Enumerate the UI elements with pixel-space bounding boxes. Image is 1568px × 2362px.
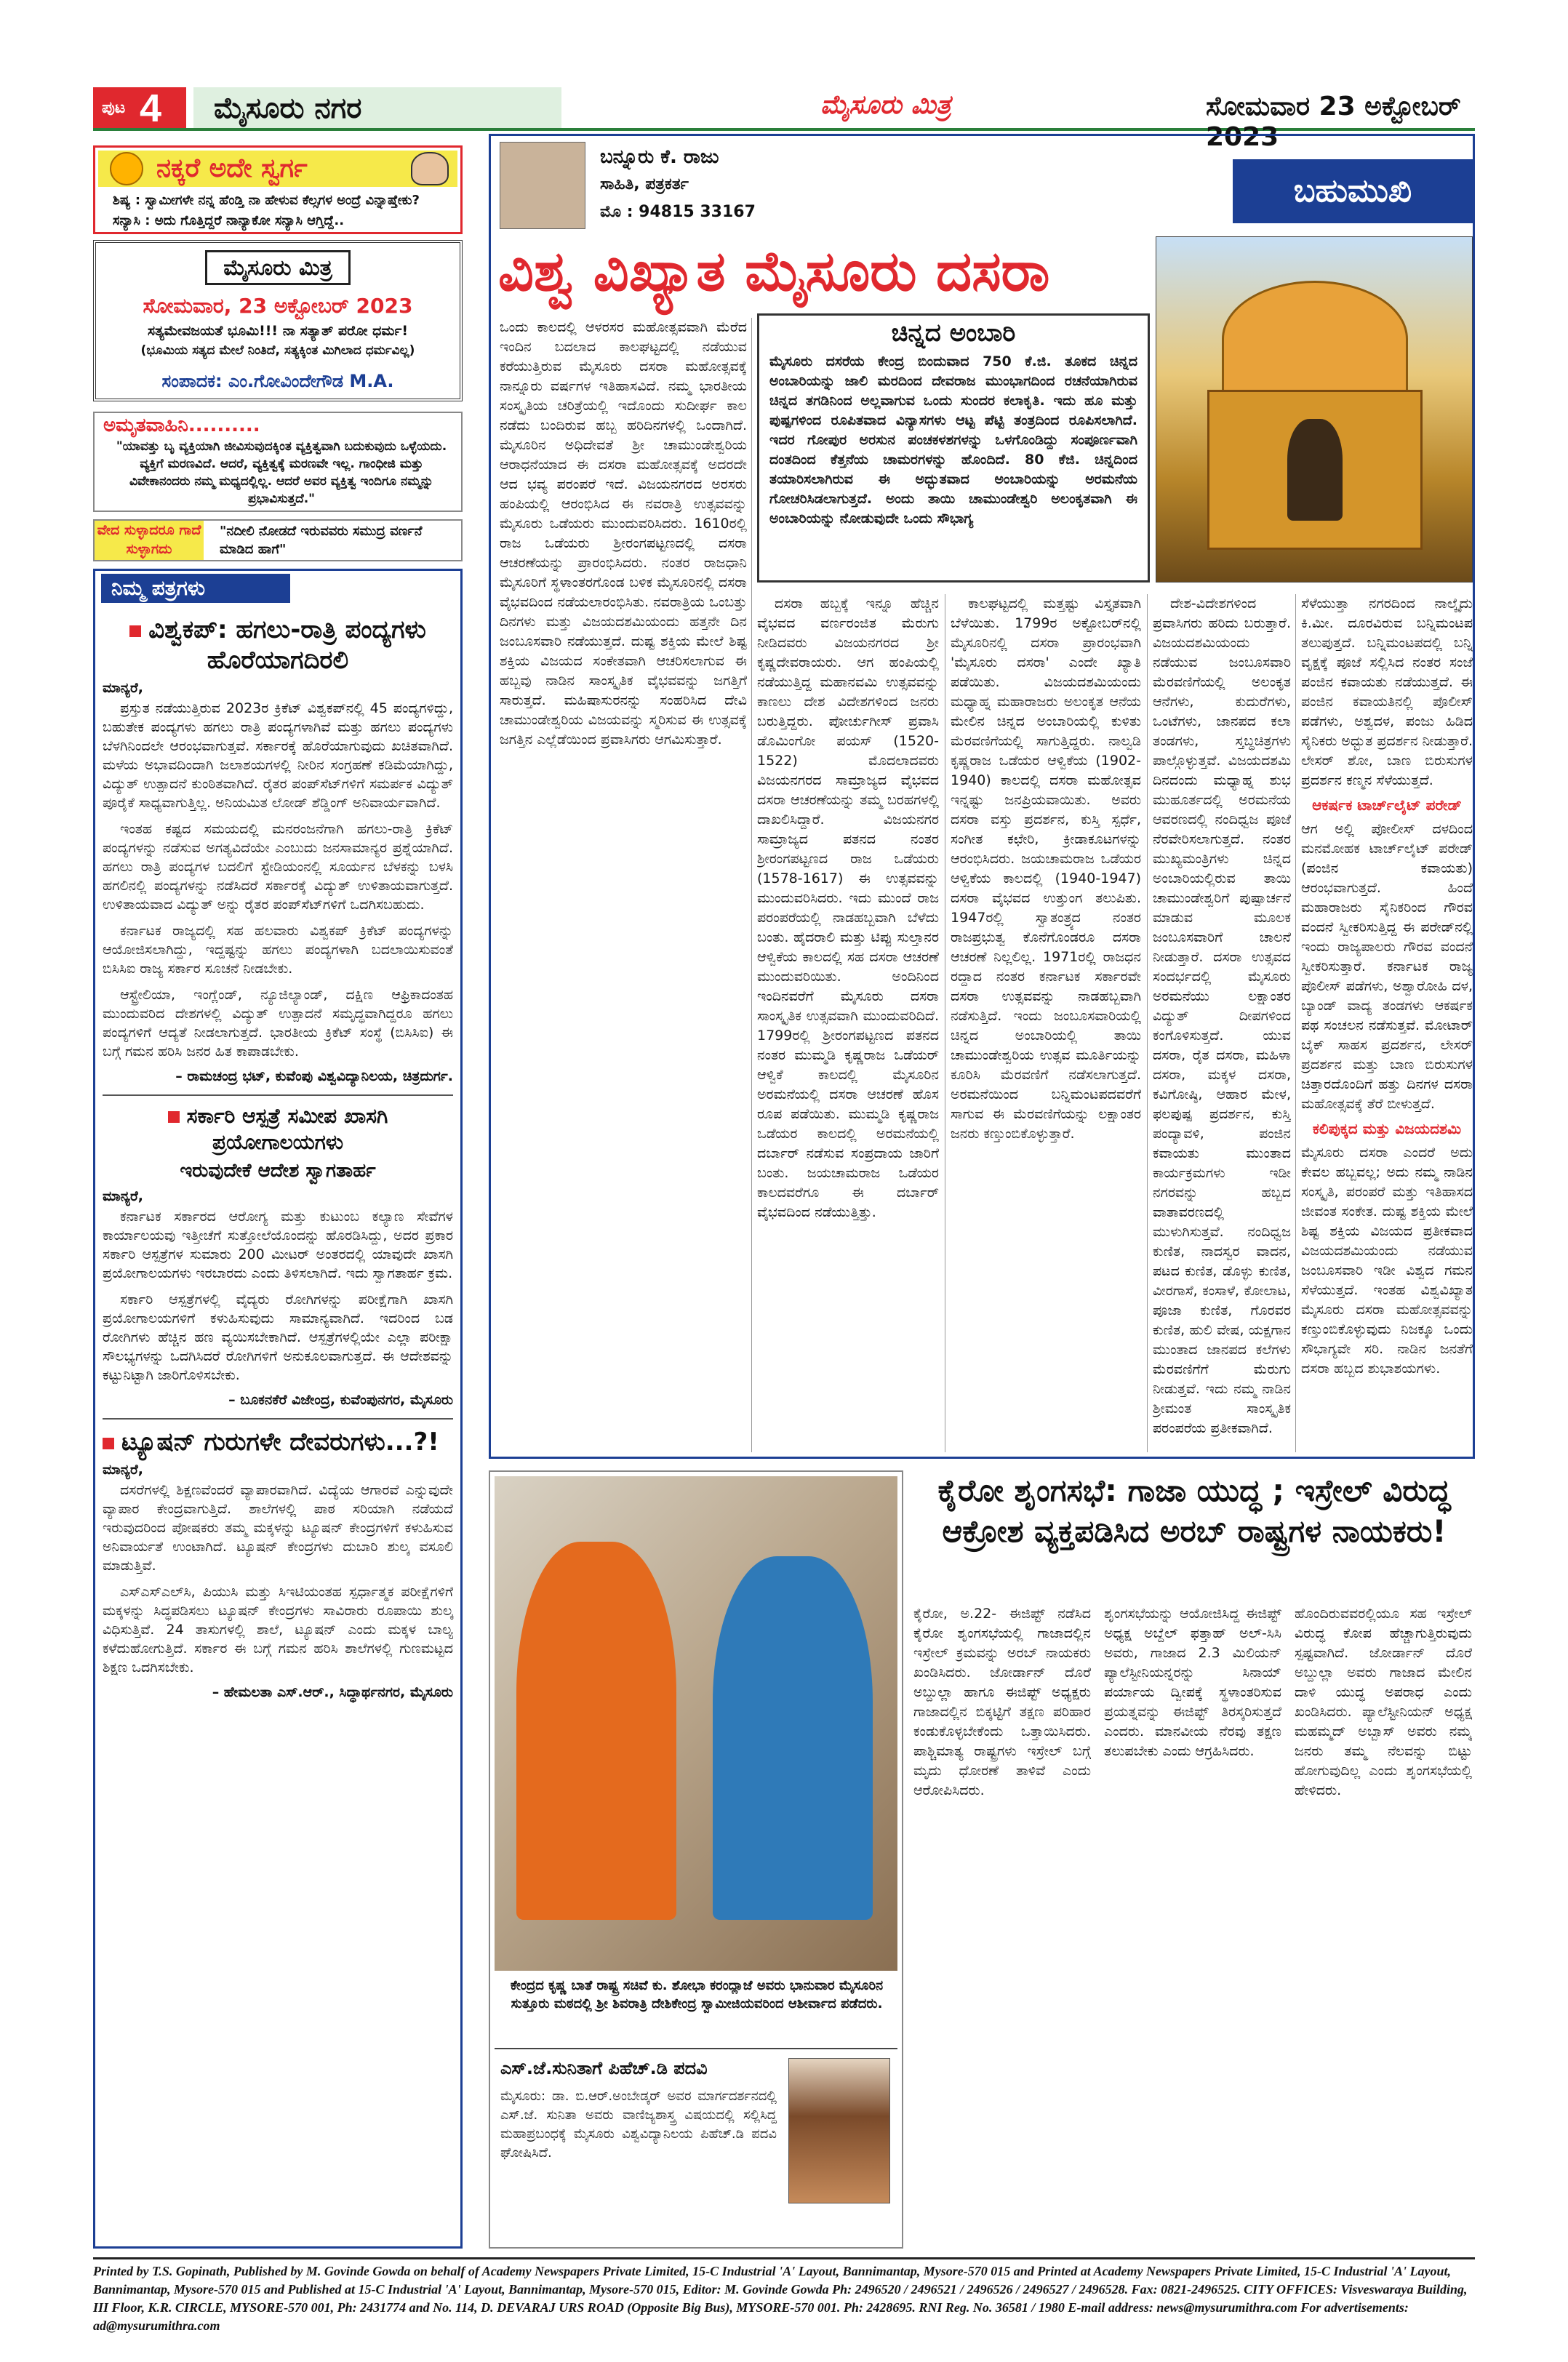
- golden-howdah-photo: [1156, 236, 1473, 583]
- feature-column-5: [1301, 594, 1473, 1452]
- humor-title: ನಕ್ಕರೆ ಅದೇ ಸ್ವರ್ಗ: [156, 153, 308, 183]
- cairo-column-1: ಕೈರೋ, ಅ.22- ಈಜಿಪ್ಟ್ ನಡೆಸಿದ ಕೈರೋ ಶೃಂಗಸಭೆಯಲ್ಲಿ ಗಾಜಾದಲ್ಲಿನ ಇಸ್ರೇಲ್ ಕ್ರಮವನ್ನು ಅರಬ್ ನಾಯಕರು ಖಂಡಿಸಿದರು. ಜೋರ್ಡಾನ್ ದೊರೆ ಅಬ್ದುಲ್ಲಾ ಹಾಗೂ ಈಜಿಪ್ಟ್ ಅಧ್ಯಕ್ಷರು ಗಾಜಾದಲ್ಲಿನ ಬಿಕ್ಕಟ್ಟಿಗೆ ತಕ್ಷಣ ಪರಿಹಾರ ಕಂಡುಕೊಳ್ಳಬೇಕೆಂದು ಒತ್ತಾಯಿಸಿದರು. ಪಾಶ್ಚಿಮಾತ್ಯ ರಾಷ್ಟ್ರಗಳು ಇಸ್ರೇಲ್ ಬಗ್ಗೆ ಮೃದು ಧೋರಣೆ ತಾಳಿವೆ ಎಂದು ಆರೋಪಿಸಿದರು.: [913, 1606, 1091, 1798]
- editorial-date: ಸೋಮವಾರ, 23 ಅಕ್ಟೋಬರ್ 2023: [143, 294, 413, 318]
- column-rule: [751, 318, 752, 1452]
- letter-1-body: [103, 699, 453, 1061]
- letter-3-title-text: ಟ್ಯೂಷನ್ ಗುರುಗಳೇ ದೇವರುಗಳು...?!: [121, 1428, 439, 1457]
- feature-paragraph: ಸೆಳೆಯುತ್ತಾ ನಗರದಿಂದ ನಾಲ್ಕೈದು ಕಿ.ಮೀ. ದೂರವಿರುವ ಬನ್ನಿಮಂಟಪ ತಲುಪುತ್ತದೆ. ಬನ್ನಿಮಂಟಪದಲ್ಲಿ ಬನ್ನಿ ವೃಕ್ಷಕ್ಕೆ ಪೂಜೆ ಸಲ್ಲಿಸಿದ ನಂತರ ಸಂಜೆ ಪಂಜಿನ ಕವಾಯತು ನಡೆಯುತ್ತದೆ. ಈ ಪಂಜಿನ ಕವಾಯತಿನಲ್ಲಿ ಪೊಲೀಸ್ ಪಡೆಗಳು, ಅಶ್ವದಳ, ಪಂಜು ಹಿಡಿದ ಸೈನಿಕರು ಅದ್ಭುತ ಪ್ರದರ್ಶನ ನೀಡುತ್ತಾರೆ. ಲೇಸರ್ ಶೋ, ಬಾಣ ಬಿರುಸುಗಳ ಪ್ರದರ್ಶನ ಕಣ್ಮನ ಸೆಳೆಯುತ್ತದೆ.: [1301, 596, 1473, 788]
- phd-news-title: ಎಸ್.ಜೆ.ಸುನಿತಾಗೆ ಪಿಹೆಚ್.ಡಿ ಪದವಿ: [500, 2058, 708, 2078]
- letter-3-salutation: ಮಾನ್ಯರೆ,: [103, 1462, 143, 1478]
- letter-3-signature: – ಹೇಮಲತಾ ಎಸ್.ಆರ್., ಸಿದ್ಧಾರ್ಥನಗರ, ಮೈಸೂರು: [212, 1684, 453, 1700]
- photo-caption: ಕೇಂದ್ರದ ಕೃಷ್ಣ ಬಾತೆ ರಾಷ್ಟ್ರ ಸಚಿವೆ ಕು. ಶೋಭಾ ಕರಂದ್ಲಾಜೆ ಅವರು ಭಾನುವಾರ ಮೈಸೂರಿನ ಸುತ್ತೂರು ಮಠದಲ್ಲಿ ಶ್ರೀ ಶಿವರಾತ್ರಿ ದೇಶಿಕೇಂದ್ರ ಸ್ವಾಮೀಜಿಯವರಿಂದ ಆಶೀರ್ವಾದ ಪಡೆದರು.: [510, 1978, 884, 2011]
- letter-3-title: [103, 1427, 453, 1457]
- author-role: ಸಾಹಿತಿ, ಪತ್ರಕರ್ತ: [600, 175, 689, 193]
- news-photo-block: [489, 1470, 903, 2249]
- feature-headline: ವಿಶ್ವ ವಿಖ್ಯಾತ ಮೈಸೂರು ದಸರಾ: [498, 239, 1050, 303]
- letters-body: [103, 612, 453, 1710]
- minister-figure-shape: [713, 1556, 873, 1920]
- feature-paragraph: ಆಗ ಅಲ್ಲಿ ಪೋಲೀಸ್ ದಳದಿಂದ ಮನಮೋಹಕ ಟಾರ್ಚ್‌ಲೈಟ್ ಪರೇಡ್ (ಪಂಜಿನ ಕವಾಯತು) ಆರಂಭವಾಗುತ್ತದೆ. ಹಿಂದೆ ಮಹಾರಾಜರು ಸೈನಿಕರಿಂದ ಗೌರವ ವಂದನೆ ಸ್ವೀಕರಿಸುತ್ತಿದ್ದ ಈ ಪರೇಡ್‌ನಲ್ಲಿ ಇಂದು ರಾಜ್ಯಪಾಲರು ಗೌರವ ವಂದನೆ ಸ್ವೀಕರಿಸುತ್ತಾರೆ. ಕರ್ನಾಟಕ ರಾಜ್ಯ ಪೊಲೀಸ್ ಪಡೆಗಳು, ಅಶ್ವಾರೋಹಿ ದಳ, ಬ್ಯಾಂಡ್ ವಾದ್ಯ ತಂಡಗಳು ಆಕರ್ಷಕ ಪಥ ಸಂಚಲನ ನಡೆಸುತ್ತವೆ. ಮೋಟಾರ್ ಬೈಕ್ ಸಾಹಸ ಪ್ರದರ್ಶನ, ಲೇಸರ್ ಪ್ರದರ್ಶನ ಮತ್ತು ಬಾಣ ಬಿರುಸುಗಳ ಚಿತ್ತಾರದೊಂದಿಗೆ ಹತ್ತು ದಿನಗಳ ದಸರಾ ಮಹೋತ್ಸವಕ್ಕೆ ತೆರೆ ಬೀಳುತ್ತದೆ.: [1301, 821, 1473, 1112]
- letter-2-paragraph: ಕರ್ನಾಟಕ ಸರ್ಕಾರದ ಆರೋಗ್ಯ ಮತ್ತು ಕುಟುಂಬ ಕಲ್ಯಾಣ ಸೇವೆಗಳ ಕಾರ್ಯಾಲಯವು ಇತ್ತೀಚೆಗೆ ಸುತ್ತೋಲೆಯೊಂದನ್ನು ಹೊರಡಿಸಿದ್ದು, ಅದರ ಪ್ರಕಾರ ಸರ್ಕಾರಿ ಆಸ್ಪತ್ರೆಗಳ ಸುಮಾರು 200 ಮೀಟರ್ ಅಂತರದಲ್ಲಿ ಯಾವುದೇ ಖಾಸಗಿ ಪ್ರಯೋಗಾಲಯಗಳು ಇರಬಾರದು ಎಂದು ತಿಳಿಸಲಾಗಿದೆ. ಇದು ಸ್ವಾಗತಾರ್ಹ ಕ್ರಮ.: [103, 1209, 453, 1281]
- humor-answer: [113, 212, 455, 231]
- sunitha-portrait: [788, 2058, 890, 2203]
- letter-1-paragraph: ಇಂತಹ ಕಷ್ಟದ ಸಮಯದಲ್ಲಿ ಮನರಂಜನೆಗಾಗಿ ಹಗಲು-ರಾತ್ರಿ ಕ್ರಿಕೆಟ್ ಪಂದ್ಯಗಳನ್ನು ನಡೆಸುವ ಅಗತ್ಯವಿದೆಯೇ ಎಂಬುದು ಜನಸಾಮಾನ್ಯರ ಪ್ರಶ್ನೆಯಾಗಿದೆ. ಹಗಲು ರಾತ್ರಿ ಪಂದ್ಯಗಳ ಬದಲಿಗೆ ಸ್ಟೇಡಿಯಂನಲ್ಲಿ ಸೂರ್ಯನ ಬೆಳಕನ್ನು ಬಳಸಿ ಹಗಲಿನಲ್ಲಿ ಪಂದ್ಯಗಳನ್ನು ನಡೆಸಿದರೆ ಸರ್ಕಾರಕ್ಕೆ ವಿದ್ಯುತ್ ಉಳಿತಾಯವಾಗುತ್ತದೆ. ಉಳಿತಾಯವಾದ ವಿದ್ಯುತ್ ಅನ್ನು ರೈತರ ಪಂಪ್‌ಸೆಟ್‌ಗಳಿಗೆ ಒದಗಿಸಬಹುದು.: [103, 821, 453, 913]
- divider: [103, 1094, 453, 1096]
- letter-3-paragraph: ಎಸ್‌ಎಸ್‌ಎಲ್‌ಸಿ, ಪಿಯುಸಿ ಮತ್ತು ಸಿಇಟಿಯಂತಹ ಸ್ಪರ್ಧಾತ್ಮಕ ಪರೀಕ್ಷೆಗಳಿಗೆ ಮಕ್ಕಳನ್ನು ಸಿದ್ಧಪಡಿಸಲು ಟ್ಯೂಷನ್ ಕೇಂದ್ರಗಳು ಸಾವಿರಾರು ರೂಪಾಯಿ ಶುಲ್ಕ ವಿಧಿಸುತ್ತಿವೆ. 24 ತಾಸುಗಳಲ್ಲಿ ಶಾಲೆ, ಟ್ಯೂಷನ್ ಎಂದು ಮಕ್ಕಳ ಬಾಲ್ಯ ಕಳೆದುಹೋಗುತ್ತಿದೆ. ಸರ್ಕಾರ ಈ ಬಗ್ಗೆ ಗಮನ ಹರಿಸಿ ಶಾಲೆಗಳಲ್ಲಿ ಗುಣಮಟ್ಟದ ಶಿಕ್ಷಣ ಒದಗಿಸಬೇಕು.: [103, 1584, 453, 1676]
- golden-howdah-box-text: ಮೈಸೂರು ದಸರೆಯ ಕೇಂದ್ರ ಬಿಂದುವಾದ 750 ಕೆ.ಜಿ. ತೂಕದ ಚಿನ್ನದ ಅಂಬಾರಿಯನ್ನು ಜಾಲಿ ಮರದಿಂದ ದೇವರಾಜ ಮುಂಭಾಗದಿಂದ ರಚನೆಯಾಗಿರುವ ಚಿನ್ನದ ತಗಡಿನಿಂದ ಅಲ್ಲವಾಗುವ ಒಂದು ಸುಂದರ ಕಲಾಕೃತಿ. ಇದು ಹೂ ಮತ್ತು ಪುಷ್ಪಗಳಿಂದ ರೂಪಿತವಾದ ವಿನ್ಯಾಸಗಳು ಆಟ್ಟ ಪೆಟ್ಟಿ ತಂತ್ರದಿಂದ ರೂಪಿಸಲಾಗಿದೆ. ಇದರ ಗೋಪುರ ಅರಸುನ ಪಂಚಕಳಶಗಳನ್ನು ಒಳಗೊಂಡಿದ್ದು ಸಂಪೂರ್ಣವಾಗಿ ದಂತದಿಂದ ಕೆತ್ತನೆಯ ಚಾಮರಗಳನ್ನು ಹೊಂದಿದೆ. 80 ಕೆಜಿ. ಚಿನ್ನದಿಂದ ತಯಾರಿಸಲಾಗಿರುವ ಈ ಅದ್ಭುತವಾದ ಅಂಬಾರಿಯನ್ನು ಅರಮನೆಯ ಗೋಚರಿಸಿಡಲಾಗುತ್ತದೆ. ಅಂದು ತಾಯಿ ಚಾಮುಂಡೇಶ್ವರಿ ಅಲಂಕೃತವಾಗಿ ಈ ಅಂಬಾರಿಯನ್ನು ನೋಡುವುದೇ ಒಂದು ಸೌಭಾಗ್ಯ: [769, 353, 1137, 527]
- feature-column-2: [757, 594, 939, 1452]
- divider: [495, 2048, 897, 2049]
- imprint-text: Printed by T.S. Gopinath, Published by M. Govinde Gowda on behalf of Academy Newspapers Private Limited, 15-C Industrial 'A' Layout, Bannimantap, Mysore-570 015 and Printed at Academy Newspapers Private Limited, 15-C Industrial 'A' Layout, Bannimantap, Mysore-570 015 and Published at 15-C Industrial 'A' Layout, Bannimantap, Mysore-570 015, Editor: M. Govinde Gowda Ph: 2496520 / 2496521 / 2496526 / 2496527 / 2496528. Fax: 0821-2496525. CITY OFFICES: Visveswaraya Building, III Floor, K.R. CIRCLE, MYSORE-570 001, Ph: 2431774 and No. 114, D. DEVARAJ URS ROAD (Opposite Big Bus), MYSORE-570 001. Ph: 2428695. RNI Reg. No. 36581 / 1980 E-mail address: news@mysurumithra.com For advertisements: ad@mysurumithra.com: [93, 2264, 1468, 2333]
- golden-howdah-box-title: ಚಿನ್ನದ ಅಂಬಾರಿ: [891, 319, 1016, 348]
- howdah-dome-shape: [1222, 281, 1408, 397]
- letter-2-title-text: ಸರ್ಕಾರಿ ಆಸ್ಪತ್ರೆ ಸಮೀಪ ಖಾಸಗಿ ಪ್ರಯೋಗಾಲಯಗಳು: [186, 1104, 388, 1154]
- cairo-article: [913, 1470, 1475, 2249]
- letter-2-salutation: ಮಾನ್ಯರೆ,: [103, 1188, 143, 1204]
- letter-1-salutation: ಮಾನ್ಯರೆ,: [103, 680, 143, 696]
- editorial-logo: ಮೈಸೂರು ಮಿತ್ರ: [223, 255, 332, 281]
- letter-1-signature: – ರಾಮಚಂದ್ರ ಭಟ್, ಕುವೆಂಪು ವಿಶ್ವವಿದ್ಯಾನಿಲಯ, ಚಿತ್ರದುರ್ಗ.: [175, 1068, 453, 1084]
- column-name-badge: [1233, 159, 1473, 223]
- column-name: ಬಹುಮುಖಿ: [1293, 172, 1412, 209]
- feature-subheading: ಕಲಿಪುಕ್ಕದ ಮತ್ತು ವಿಜಯದಶಮಿ: [1312, 1120, 1462, 1137]
- feature-article: [489, 134, 1475, 1459]
- editorial-motto: ಸತ್ಯಮೇವಜಯತೆ ಭೂಮಿ!!! ನಾ ಸತ್ಯಾತ್ ಪರೋ ಧರ್ಮ!: [148, 323, 408, 339]
- imprint-footer: [93, 2257, 1475, 2337]
- cairo-column-2: ಶೃಂಗಸಭೆಯನ್ನು ಆಯೋಜಿಸಿದ್ದ ಈಜಿಪ್ಟ್ ಅಧ್ಯಕ್ಷ ಅಬ್ದೆಲ್ ಫತ್ತಾಹ್ ಅಲ್-ಸಿಸಿ ಅವರು, ಗಾಜಾದ 2.3 ಮಿಲಿಯನ್ ಪ್ಯಾಲೆಸ್ಟೀನಿಯನ್ನರನ್ನು ಸಿನಾಯ್ ಪರ್ಯಾಯ ದ್ವೀಪಕ್ಕೆ ಸ್ಥಳಾಂತರಿಸುವ ಪ್ರಯತ್ನವನ್ನು ಈಜಿಪ್ಟ್ ತಿರಸ್ಕರಿಸುತ್ತದೆ ಎಂದರು. ಮಾನವೀಯ ನೆರವು ತಕ್ಷಣ ತಲುಪಬೇಕು ಎಂದು ಆಗ್ರಹಿಸಿದರು.: [1104, 1606, 1281, 1759]
- phd-news-text: ಮೈಸೂರು: ಡಾ. ಬಿ.ಆರ್.ಅಂಬೇಡ್ಕರ್ ಅವರ ಮಾರ್ಗದರ್ಶನದಲ್ಲಿ ಎಸ್.ಜೆ. ಸುನಿತಾ ಅವರು ವಾಣಿಜ್ಯಶಾಸ್ತ್ರ ವಿಷಯದಲ್ಲಿ ಸಲ್ಲಿಸಿದ್ದ ಮಹಾಪ್ರಬಂಧಕ್ಕೆ ಮೈಸೂರು ವಿಶ್ವವಿದ್ಯಾನಿಲಯ ಪಿಹೆಚ್.ಡಿ ಪದವಿ ಘೋಷಿಸಿದೆ.: [500, 2089, 777, 2161]
- feature-paragraph: ಮೈಸೂರು ದಸರಾ ಎಂದರೆ ಅದು ಕೇವಲ ಹಬ್ಬವಲ್ಲ; ಅದು ನಮ್ಮ ನಾಡಿನ ಸಂಸ್ಕೃತಿ, ಪರಂಪರೆ ಮತ್ತು ಇತಿಹಾಸದ ಜೀವಂತ ಸಂಕೇತ. ದುಷ್ಟ ಶಕ್ತಿಯ ಮೇಲೆ ಶಿಷ್ಟ ಶಕ್ತಿಯ ವಿಜಯದ ಪ್ರತೀಕವಾದ ವಿಜಯದಶಮಿಯಂದು ನಡೆಯುವ ಜಂಬೂಸವಾರಿ ಇಡೀ ವಿಶ್ವದ ಗಮನ ಸೆಳೆಯುತ್ತದೆ. ಇಂತಹ ವಿಶ್ವವಿಖ್ಯಾತ ಮೈಸೂರು ದಸರಾ ಮಹೋತ್ಸವವನ್ನು ಕಣ್ತುಂಬಿಕೊಳ್ಳುವುದು ನಿಜಕ್ಕೂ ಒಂದು ಸೌಭಾಗ್ಯವೇ ಸರಿ. ನಾಡಿನ ಜನತೆಗೆ ದಸರಾ ಹಬ್ಬದ ಶುಭಾಶಯಗಳು.: [1301, 1145, 1473, 1377]
- square-bullet-icon: [129, 625, 141, 637]
- letter-3-paragraph: ದಸರೆಗಳಲ್ಲಿ ಶಿಕ್ಷಣವೆಂದರೆ ವ್ಯಾಪಾರವಾಗಿದೆ. ವಿದ್ಯೆಯ ಆಗಾರವೆ ಎನ್ನುವುದೇ ವ್ಯಾಪಾರ ಕೇಂದ್ರವಾಗುತ್ತಿದೆ. ಶಾಲೆಗಳಲ್ಲಿ ಪಾಠ ಸರಿಯಾಗಿ ನಡೆಯದೆ ಇರುವುದರಿಂದ ಪೋಷಕರು ತಮ್ಮ ಮಕ್ಕಳನ್ನು ಟ್ಯೂಷನ್ ಕೇಂದ್ರಗಳಿಗೆ ಕಳುಹಿಸುವ ಅನಿವಾರ್ಯತೆ ಉಂಟಾಗಿದೆ. ಟ್ಯೂಷನ್ ಕೇಂದ್ರಗಳು ದುಬಾರಿ ಶುಲ್ಕ ವಸೂಲಿ ಮಾಡುತ್ತಿವೆ.: [103, 1482, 453, 1574]
- letter-3-body: [103, 1481, 453, 1677]
- divider: [103, 1418, 453, 1420]
- letters-section: [93, 569, 463, 2249]
- author-phone: ಮೊ : 94815 33167: [600, 203, 756, 221]
- letter-1-paragraph: ಆಸ್ಟ್ರೇಲಿಯಾ, ಇಂಗ್ಲೆಂಡ್, ನ್ಯೂಜಿಲ್ಯಾಂಡ್, ದಕ್ಷಿಣ ಆಫ್ರಿಕಾದಂತಹ ಮುಂದುವರಿದ ದೇಶಗಳಲ್ಲಿ ವಿದ್ಯುತ್ ಉತ್ಪಾದನೆ ಸಮೃದ್ಧವಾಗಿದ್ದರೂ ಹಗಲು ಪಂದ್ಯಗಳಿಗೆ ಆದ್ಯತೆ ನೀಡಲಾಗುತ್ತದೆ. ಭಾರತೀಯ ಕ್ರಿಕೆಟ್ ಸಂಸ್ಥೆ (ಬಿಸಿಸಿಐ) ಈ ಬಗ್ಗೆ ಗಮನ ಹರಿಸಿ ಜನರ ಹಿತ ಕಾಪಾಡಬೇಕು.: [103, 987, 453, 1060]
- letters-section-title: ನಿಮ್ಮ ಪತ್ರಗಳು: [101, 574, 290, 603]
- feature-subheading: ಆಕರ್ಷಕ ಟಾರ್ಚ್‌ಲೈಟ್ ಪರೇಡ್: [1312, 796, 1462, 814]
- proverb-label: ವೇದ ಸುಳ್ಳಾದರೂ ಗಾದೆ ಸುಳ್ಳಾಗದು: [95, 521, 204, 560]
- author-name: ಬನ್ನೂರು ಕೆ. ರಾಜು: [600, 146, 719, 168]
- golden-howdah-box: [757, 313, 1150, 583]
- humor-banner: [98, 151, 457, 187]
- masthead-logo: ಮೈಸೂರು ಮಿತ್ರ: [820, 90, 951, 120]
- feature-column-1: [500, 318, 747, 1452]
- feature-paragraph: ದೇಶ-ವಿದೇಶಗಳಿಂದ ಪ್ರವಾಸಿಗರು ಹರಿದು ಬರುತ್ತಾರೆ. ವಿಜಯದಶಮಿಯಂದು ನಡೆಯುವ ಜಂಬೂಸವಾರಿ ಮೆರವಣಿಗೆಯಲ್ಲಿ ಅಲಂಕೃತ ಆನೆಗಳು, ಕುದುರೆಗಳು, ಒಂಟೆಗಳು, ಜಾನಪದ ಕಲಾ ತಂಡಗಳು, ಸ್ತಬ್ಧಚಿತ್ರಗಳು ಪಾಲ್ಗೊಳ್ಳುತ್ತವೆ. ವಿಜಯದಶಮಿ ದಿನದಂದು ಮಧ್ಯಾಹ್ನ ಶುಭ ಮುಹೂರ್ತದಲ್ಲಿ ಅರಮನೆಯ ಆವರಣದಲ್ಲಿ ನಂದಿಧ್ವಜ ಪೂಜೆ ನೆರವೇರಿಸಲಾಗುತ್ತದೆ. ನಂತರ ಮುಖ್ಯಮಂತ್ರಿಗಳು ಚಿನ್ನದ ಅಂಬಾರಿಯಲ್ಲಿರುವ ತಾಯಿ ಚಾಮುಂಡೇಶ್ವರಿಗೆ ಪುಷ್ಪಾರ್ಚನೆ ಮಾಡುವ ಮೂಲಕ ಜಂಬೂಸವಾರಿಗೆ ಚಾಲನೆ ನೀಡುತ್ತಾರೆ. ದಸರಾ ಉತ್ಸವದ ಸಂದರ್ಭದಲ್ಲಿ ಮೈಸೂರು ಅರಮನೆಯು ಲಕ್ಷಾಂತರ ವಿದ್ಯುತ್ ದೀಪಗಳಿಂದ ಕಂಗೊಳಿಸುತ್ತದೆ. ಯುವ ದಸರಾ, ರೈತ ದಸರಾ, ಮಹಿಳಾ ದಸರಾ, ಮಕ್ಕಳ ದಸರಾ, ಕವಿಗೋಷ್ಠಿ, ಆಹಾರ ಮೇಳ, ಫಲಪುಷ್ಪ ಪ್ರದರ್ಶನ, ಕುಸ್ತಿ ಪಂದ್ಯಾವಳಿ, ಪಂಜಿನ ಕವಾಯತು ಮುಂತಾದ ಕಾರ್ಯಕ್ರಮಗಳು ಇಡೀ ನಗರವನ್ನು ಹಬ್ಬದ ವಾತಾವರಣದಲ್ಲಿ ಮುಳುಗಿಸುತ್ತವೆ. ನಂದಿಧ್ವಜ ಕುಣಿತ, ನಾದಸ್ವರ ವಾದನ, ಪಟದ ಕುಣಿತ, ಡೊಳ್ಳು ಕುಣಿತ, ವೀರಗಾಸೆ, ಕಂಸಾಳೆ, ಕೋಲಾಟ, ಪೂಜಾ ಕುಣಿತ, ಗೊರವರ ಕುಣಿತ, ಹುಲಿ ವೇಷ, ಯಕ್ಷಗಾನ ಮುಂತಾದ ಜಾನಪದ ಕಲೆಗಳು ಮೆರವಣಿಗೆಗೆ ಮೆರುಗು ನೀಡುತ್ತವೆ. ಇದು ನಮ್ಮ ನಾಡಿನ ಶ್ರೀಮಂತ ಸಾಂಸ್ಕೃತಿಕ ಪರಂಪರೆಯ ಪ್ರತೀಕವಾಗಿದೆ.: [1153, 596, 1291, 1436]
- proverb-box: [93, 519, 463, 561]
- feature-column-3: [951, 594, 1141, 1452]
- howdah-idol-shape: [1287, 419, 1343, 521]
- square-bullet-icon: [168, 1111, 180, 1123]
- cairo-column-3: ಹೊಂದಿರುವವರಲ್ಲಿಯೂ ಸಹ ಇಸ್ರೇಲ್ ವಿರುದ್ಧ ಕೋಪ ಹೆಚ್ಚಾಗುತ್ತಿರುವುದು ಸ್ಪಷ್ಟವಾಗಿದೆ. ಜೋರ್ಡಾನ್ ದೊರೆ ಅಬ್ದುಲ್ಲಾ ಅವರು ಗಾಜಾದ ಮೇಲಿನ ದಾಳಿ ಯುದ್ಧ ಅಪರಾಧ ಎಂದು ಖಂಡಿಸಿದರು. ಪ್ಯಾಲೆಸ್ಟೀನಿಯನ್ ಅಧ್ಯಕ್ಷ ಮಹಮ್ಮದ್ ಅಬ್ಬಾಸ್ ಅವರು ನಮ್ಮ ಜನರು ತಮ್ಮ ನೆಲವನ್ನು ಬಿಟ್ಟು ಹೋಗುವುದಿಲ್ಲ ಎಂದು ಶೃಂಗಸಭೆಯಲ್ಲಿ ಹೇಳಿದರು.: [1295, 1606, 1472, 1798]
- swamiji-photo: [495, 1476, 897, 1971]
- letter-1-paragraph: ಕರ್ನಾಟಕ ರಾಜ್ಯದಲ್ಲಿ ಸಹ ಹಲವಾರು ವಿಶ್ವಕಪ್ ಕ್ರಿಕೆಟ್ ಪಂದ್ಯಗಳನ್ನು ಆಯೋಜಿಸಲಾಗಿದ್ದು, ಇದ್ದಷ್ಟನ್ನು ಹಗಲು ಪಂದ್ಯಗಳಾಗಿ ಬದಲಾಯಿಸುವಂತೆ ಬಿಸಿಸಿಐ ರಾಜ್ಯ ಸರ್ಕಾರ ಸೂಚನೆ ನೀಡಬೇಕು.: [103, 923, 453, 977]
- cartoon-character-icon: [411, 152, 449, 185]
- editorial-logo-box: [205, 250, 351, 285]
- header-date: ಸೋಮವಾರ 23 ಅಕ್ಟೋಬರ್ 2023: [1206, 92, 1461, 152]
- editor-name: ಸಂಪಾದಕ: ಎಂ.ಗೋವಿಂದೇಗೌಡ M.A.: [161, 371, 394, 391]
- section-name: ಮೈಸೂರು ನಗರ: [214, 92, 362, 125]
- square-bullet-icon: [103, 1438, 114, 1449]
- feature-paragraph: ಕಾಲಘಟ್ಟದಲ್ಲಿ ಮತ್ತಷ್ಟು ವಿಸ್ತೃತವಾಗಿ ಬೆಳೆಯಿತು. 1799ರ ಅಕ್ಟೋಬರ್‌ನಲ್ಲಿ ಮೈಸೂರಿನಲ್ಲಿ ದಸರಾ ಪ್ರಾರಂಭವಾಗಿ 'ಮೈಸೂರು ದಸರಾ' ಎಂದೇ ಖ್ಯಾತಿ ಪಡೆಯಿತು. ವಿಜಯದಶಮಿಯಂದು ಮಧ್ಯಾಹ್ನ ಮಹಾರಾಜರು ಅಲಂಕೃತ ಆನೆಯ ಮೇಲಿನ ಚಿನ್ನದ ಅಂಬಾರಿಯಲ್ಲಿ ಕುಳಿತು ಮೆರವಣಿಗೆಯಲ್ಲಿ ಸಾಗುತ್ತಿದ್ದರು. ನಾಲ್ವಡಿ ಕೃಷ್ಣರಾಜ ಒಡೆಯರ ಆಳ್ವಿಕೆಯ (1902-1940) ಕಾಲದಲ್ಲಿ ದಸರಾ ಮಹೋತ್ಸವ ಇನ್ನಷ್ಟು ಜನಪ್ರಿಯವಾಯಿತು. ಅವರು ದಸರಾ ವಸ್ತು ಪ್ರದರ್ಶನ, ಕುಸ್ತಿ ಸ್ಪರ್ಧೆ, ಸಂಗೀತ ಕಛೇರಿ, ಕ್ರೀಡಾಕೂಟಗಳನ್ನು ಆರಂಭಿಸಿದರು. ಜಯಚಾಮರಾಜ ಒಡೆಯರ ಆಳ್ವಿಕೆಯ ಕಾಲದಲ್ಲಿ (1940-1947) ದಸರಾ ವೈಭವದ ಉತ್ತುಂಗ ತಲುಪಿತು. 1947ರಲ್ಲಿ ಸ್ವಾತಂತ್ರ್ಯದ ನಂತರ ರಾಜಪ್ರಭುತ್ವ ಕೊನೆಗೊಂಡರೂ ದಸರಾ ಆಚರಣೆ ನಿಲ್ಲಲಿಲ್ಲ. 1971ರಲ್ಲಿ ರಾಜಧನ ರದ್ದಾದ ನಂತರ ಕರ್ನಾಟಕ ಸರ್ಕಾರವೇ ದಸರಾ ಉತ್ಸವವನ್ನು ನಾಡಹಬ್ಬವಾಗಿ ನಡೆಸುತ್ತಿದೆ. ಇಂದು ಜಂಬೂಸವಾರಿಯಲ್ಲಿ ಚಿನ್ನದ ಅಂಬಾರಿಯಲ್ಲಿ ತಾಯಿ ಚಾಮುಂಡೇಶ್ವರಿಯ ಉತ್ಸವ ಮೂರ್ತಿಯನ್ನು ಕೂರಿಸಿ ಮೆರವಣಿಗೆ ನಡೆಸಲಾಗುತ್ತದೆ. ಅರಮನೆಯಿಂದ ಬನ್ನಿಮಂಟಪದವರೆಗೆ ಸಾಗುವ ಈ ಮೆರವಣಿಗೆಯನ್ನು ಲಕ್ಷಾಂತರ ಜನರು ಕಣ್ತುಂಬಿಕೊಳ್ಳುತ್ತಾರೆ.: [951, 596, 1141, 1142]
- page-number: 4: [140, 87, 162, 130]
- column-rule: [1147, 594, 1148, 1452]
- letter-2-subtitle: ಇರುವುದೇಕೆ ಆದೇಶ ಸ್ವಾಗತಾರ್ಹ: [180, 1160, 376, 1182]
- editorial-box: [93, 240, 463, 401]
- humor-box: [93, 145, 463, 234]
- letter-2-signature: – ಬೂಕನಕೆರೆ ವಿಜೇಂದ್ರ, ಕುವೆಂಪುನಗರ, ಮೈಸೂರು: [228, 1392, 453, 1408]
- author-photo: [500, 142, 585, 229]
- letter-1-title: [103, 614, 453, 676]
- proverb-text: "ನದೀಲಿ ನೋಡದೆ ಇರುವವರು ಸಮುದ್ರ ವರ್ಣನೆ ಮಾಡಿದ ಹಾಗೆ": [220, 524, 423, 557]
- laughing-face-icon: [110, 152, 143, 185]
- humor-question: [113, 191, 455, 210]
- page-number-badge: [93, 87, 186, 128]
- humor-answer-label: ಸನ್ಯಾಸಿ :: [113, 213, 151, 228]
- column-rule: [1295, 594, 1296, 1452]
- amrita-title: ಅಮೃತವಾಹಿನಿ..........: [103, 415, 260, 436]
- letter-1-title-text: ವಿಶ್ವಕಪ್: ಹಗಲು-ರಾತ್ರಿ ಪಂದ್ಯಗಳು ಹೊರೆಯಾಗದಿರಲಿ: [148, 615, 426, 675]
- letter-2-body: [103, 1207, 453, 1385]
- amrita-box: [93, 412, 463, 512]
- humor-question-text: ಸ್ವಾಮೀಗಳೇ ನನ್ನ ಹೆಂಡ್ತಿ ನಾ ಹೇಳುವ ಕೆಲ್ಸಗಳ ಅಂದ್ರೆ ವಿನ್ನಾಷ್ತೇಕು?: [145, 193, 420, 208]
- humor-answer-text: ಅದು ಗೊತ್ತಿದ್ದರೆ ನಾನ್ಯಾಕೋ ಸನ್ಯಾಸಿ ಆಗ್ತಿದ್ದೆ..: [154, 213, 345, 228]
- cairo-headline: ಕೈರೋ ಶೃಂಗಸಭೆ: ಗಾಜಾ ಯುದ್ಧ ; ಇಸ್ರೇಲ್ ವಿರುದ್ಧ ಆಕ್ರೋಶ ವ್ಯಕ್ತಪಡಿಸಿದ ಅರಬ್ ರಾಷ್ಟ್ರಗಳ ನಾಯಕರು!: [937, 1473, 1451, 1549]
- feature-paragraph: ಒಂದು ಕಾಲದಲ್ಲಿ ಆಳರಸರ ಮಹೋತ್ಸವವಾಗಿ ಮೆರೆದ ಇಂದಿನ ಬದಲಾದ ಕಾಲಘಟ್ಟದಲ್ಲಿ ನಡೆಯುವ ಕರೆಯುತ್ತಿರುವ ಮೈಸೂರು ದಸರಾ ಮಹೋತ್ಸವಕ್ಕೆ ನಾನ್ನೂರು ವರ್ಷಗಳ ಇತಿಹಾಸವಿದೆ. ನಮ್ಮ ಭಾರತೀಯ ಸಂಸ್ಕೃತಿಯ ಚರಿತ್ರೆಯಲ್ಲಿ ಇದೊಂದು ಸುದೀರ್ಘ ಕಾಲ ನಡೆದು ಬಂದಿರುವ ಹಬ್ಬ ಹರಿದಿನಗಳಲ್ಲಿ ಒಂದಾಗಿದೆ. ಮೈಸೂರಿನ ಅಧಿದೇವತೆ ಶ್ರೀ ಚಾಮುಂಡೇಶ್ವರಿಯ ಆರಾಧನೆಯಾದ ಈ ದಸರಾ ಮಹೋತ್ಸವಕ್ಕೆ ಅದರದೇ ಆದ ಭವ್ಯ ಪರಂಪರೆ ಇದೆ. ವಿಜಯನಗರದ ಅರಸರು ಹಂಪಿಯಲ್ಲಿ ಆರಂಭಿಸಿದ ಈ ನವರಾತ್ರಿ ಉತ್ಸವವನ್ನು ಮೈಸೂರು ಒಡೆಯರು ಮುಂದುವರಿಸಿದರು. 1610ರಲ್ಲಿ ರಾಜ ಒಡೆಯರು ಶ್ರೀರಂಗಪಟ್ಟಣದಲ್ಲಿ ದಸರಾ ಆಚರಣೆಯನ್ನು ಪ್ರಾರಂಭಿಸಿದರು. ನಂತರ ರಾಜಧಾನಿ ಮೈಸೂರಿಗೆ ಸ್ಥಳಾಂತರಗೊಂಡ ಬಳಿಕ ಮೈಸೂರಿನಲ್ಲಿ ದಸರಾ ವೈಭವದಿಂದ ನಡೆಯಲಾರಂಭಿಸಿತು. ನವರಾತ್ರಿಯ ಒಂಬತ್ತು ದಿನಗಳು ಮತ್ತು ವಿಜಯದಶಮಿಯಂದು ಹತ್ತನೇ ದಿನ ಜಂಬೂಸವಾರಿ ನಡೆಯುತ್ತದೆ. ದುಷ್ಟ ಶಕ್ತಿಯ ಮೇಲೆ ಶಿಷ್ಟ ಶಕ್ತಿಯ ವಿಜಯದ ಸಂಕೇತವಾಗಿ ಆಚರಿಸಲಾಗುವ ಈ ಹಬ್ಬವು ನಾಡಿನ ಸಾಂಸ್ಕೃತಿಕ ವೈಭವವನ್ನು ಜಗತ್ತಿಗೆ ಸಾರುತ್ತದೆ. ಮಹಿಷಾಸುರನನ್ನು ಸಂಹರಿಸಿದ ದೇವಿ ಚಾಮುಂಡೇಶ್ವರಿಯ ವಿಜಯವನ್ನು ಸ್ಮರಿಸುವ ಈ ಉತ್ಸವಕ್ಕೆ ಜಗತ್ತಿನ ಎಲ್ಲೆಡೆಯಿಂದ ಪ್ರವಾಸಿಗರು ಆಗಮಿಸುತ್ತಾರೆ.: [500, 319, 747, 748]
- editorial-motto-translation: (ಭೂಮಿಯ ಸತ್ಯದ ಮೇಲೆ ನಿಂತಿದೆ, ಸತ್ಯಕ್ಕಿಂತ ಮಿಗಿಲಾದ ಧರ್ಮವಿಲ್ಲ): [140, 343, 415, 358]
- swamiji-figure-shape: [516, 1542, 676, 1920]
- letter-2-paragraph: ಸರ್ಕಾರಿ ಆಸ್ಪತ್ರೆಗಳಲ್ಲಿ ವೈದ್ಯರು ರೋಗಿಗಳನ್ನು ಪರೀಕ್ಷೆಗಾಗಿ ಖಾಸಗಿ ಪ್ರಯೋಗಾಲಯಗಳಿಗೆ ಕಳುಹಿಸುವುದು ಸಾಮಾನ್ಯವಾಗಿದೆ. ಇದರಿಂದ ಬಡ ರೋಗಿಗಳು ಹೆಚ್ಚಿನ ಹಣ ವ್ಯಯಿಸಬೇಕಾಗಿದೆ. ಆಸ್ಪತ್ರೆಗಳಲ್ಲಿಯೇ ಎಲ್ಲಾ ಪರೀಕ್ಷಾ ಸೌಲಭ್ಯಗಳನ್ನು ಒದಗಿಸಿದರೆ ರೋಗಿಗಳಿಗೆ ಅನುಕೂಲವಾಗುತ್ತದೆ. ಈ ಆದೇಶವನ್ನು ಕಟ್ಟುನಿಟ್ಟಾಗಿ ಜಾರಿಗೊಳಿಸಬೇಕು.: [103, 1292, 453, 1383]
- letter-1-paragraph: ಪ್ರಸ್ತುತ ನಡೆಯುತ್ತಿರುವ 2023ರ ಕ್ರಿಕೆಟ್ ವಿಶ್ವಕಪ್‌ನಲ್ಲಿ 45 ಪಂದ್ಯಗಳಿದ್ದು, ಬಹುತೇಕ ಪಂದ್ಯಗಳು ಹಗಲು ರಾತ್ರಿ ಪಂದ್ಯಗಳಾಗಿವೆ ಮತ್ತು ಹಗಲು ಪಂದ್ಯಗಳು ಬೆಳಗಿನಿಂದಲೇ ಆರಂಭವಾಗುತ್ತವೆ. ಸರ್ಕಾರಕ್ಕೆ ಹೊರೆಯಾಗುವುದು ಖಚಿತವಾಗಿದೆ. ಮಳೆಯ ಅಭಾವದಿಂದಾಗಿ ಜಲಾಶಯಗಳಲ್ಲಿ ನೀರಿನ ಸಂಗ್ರಹಣೆ ಕಡಿಮೆಯಾಗಿದ್ದು, ವಿದ್ಯುತ್ ಉತ್ಪಾದನೆ ಕುಂಠಿತವಾಗಿದೆ. ರೈತರ ಪಂಪ್‌ಸೆಟ್‌ಗಳಿಗೆ ಸಮರ್ಪಕ ವಿದ್ಯುತ್ ಪೂರೈಕೆ ಸಾಧ್ಯವಾಗುತ್ತಿಲ್ಲ. ಅನಿಯಮಿತ ಲೋಡ್ ಶೆಡ್ಡಿಂಗ್ ಅನಿವಾರ್ಯವಾಗಿದೆ.: [103, 700, 453, 811]
- amrita-quote: "ಯಾವತ್ತು ಬೃ ವ್ಯಕ್ತಿಯಾಗಿ ಜೀವಿಸುವುದಕ್ಕಿಂತ ವ್ಯಕ್ತಿತ್ವವಾಗಿ ಬದುಕುವುದು ಒಳ್ಳೆಯದು. ವ್ಯಕ್ತಿಗೆ ಮರಣವಿದೆ. ಆದರೆ, ವ್ಯಕ್ತಿತ್ವಕ್ಕೆ ಮರಣವೇ ಇಲ್ಲ. ಗಾಂಧೀಜಿ ಮತ್ತು ವಿವೇಕಾನಂದರು ನಮ್ಮ ಮಧ್ಯದಲ್ಲಿಲ್ಲ. ಆದರೆ ಅವರ ವ್ಯಕ್ತಿತ್ವ ಇಂದಿಗೂ ನಮ್ಮನ್ನು ಪ್ರಭಾವಿಸುತ್ತದೆ.": [116, 439, 447, 506]
- section-name-tab: [193, 87, 561, 128]
- feature-column-4: [1153, 594, 1291, 1452]
- humor-question-label: ಶಿಷ್ಯ :: [113, 193, 141, 208]
- page-label: ಪುಟ: [102, 99, 126, 117]
- page-header: [93, 86, 1475, 152]
- feature-paragraph: ದಸರಾ ಹಬ್ಬಕ್ಕೆ ಇನ್ನೂ ಹೆಚ್ಚಿನ ವೈಭವದ ವರ್ಣರಂಜಿತ ಮೆರುಗು ನೀಡಿದವರು ವಿಜಯನಗರದ ಶ್ರೀ ಕೃಷ್ಣದೇವರಾಯರು. ಆಗ ಹಂಪಿಯಲ್ಲಿ ನಡೆಯುತ್ತಿದ್ದ ಮಹಾನವಮಿ ಉತ್ಸವವನ್ನು ಕಾಣಲು ದೇಶ ವಿದೇಶಗಳಿಂದ ಜನರು ಬರುತ್ತಿದ್ದರು. ಪೋರ್ಚುಗೀಸ್ ಪ್ರವಾಸಿ ಡೊಮಿಂಗೋ ಪಯಸ್ (1520-1522) ಮೊದಲಾದವರು ವಿಜಯನಗರದ ಸಾಮ್ರಾಜ್ಯದ ವೈಭವದ ದಸರಾ ಆಚರಣೆಯನ್ನು ತಮ್ಮ ಬರಹಗಳಲ್ಲಿ ದಾಖಲಿಸಿದ್ದಾರೆ. ವಿಜಯನಗರ ಸಾಮ್ರಾಜ್ಯದ ಪತನದ ನಂತರ ಶ್ರೀರಂಗಪಟ್ಟಣದ ರಾಜ ಒಡೆಯರು (1578-1617) ಈ ಉತ್ಸವವನ್ನು ಮುಂದುವರಿಸಿದರು. ಇದು ಮುಂದೆ ರಾಜ ಪರಂಪರೆಯಲ್ಲಿ ನಾಡಹಬ್ಬವಾಗಿ ಬೆಳೆದು ಬಂತು. ಹೈದರಾಲಿ ಮತ್ತು ಟಿಪ್ಪು ಸುಲ್ತಾನರ ಆಳ್ವಿಕೆಯ ಕಾಲದಲ್ಲಿ ಸಹ ದಸರಾ ಆಚರಣೆ ಮುಂದುವರಿಯಿತು. ಅಂದಿನಿಂದ ಇಂದಿನವರೆಗೆ ಮೈಸೂರು ದಸರಾ ಸಾಂಸ್ಕೃತಿಕ ಉತ್ಸವವಾಗಿ ಮುಂದುವರಿದಿದೆ. 1799ರಲ್ಲಿ ಶ್ರೀರಂಗಪಟ್ಟಣದ ಪತನದ ನಂತರ ಮುಮ್ಮಡಿ ಕೃಷ್ಣರಾಜ ಒಡೆಯರ್ ಆಳ್ವಿಕೆ ಕಾಲದಲ್ಲಿ ಮೈಸೂರಿನ ಅರಮನೆಯಲ್ಲಿ ದಸರಾ ಆಚರಣೆ ಹೊಸ ರೂಪ ಪಡೆಯಿತು. ಮುಮ್ಮಡಿ ಕೃಷ್ಣರಾಜ ಒಡೆಯರ ಕಾಲದಲ್ಲಿ ಅರಮನೆಯಲ್ಲಿ ದರ್ಬಾರ್ ನಡೆಸುವ ಸಂಪ್ರದಾಯ ಜಾರಿಗೆ ಬಂತು. ಜಯಚಾಮರಾಜ ಒಡೆಯರ ಕಾಲದವರೆಗೂ ಈ ದರ್ಬಾರ್ ವೈಭವದಿಂದ ನಡೆಯುತ್ತಿತ್ತು.: [757, 596, 939, 1220]
- letter-2-title: [103, 1103, 453, 1156]
